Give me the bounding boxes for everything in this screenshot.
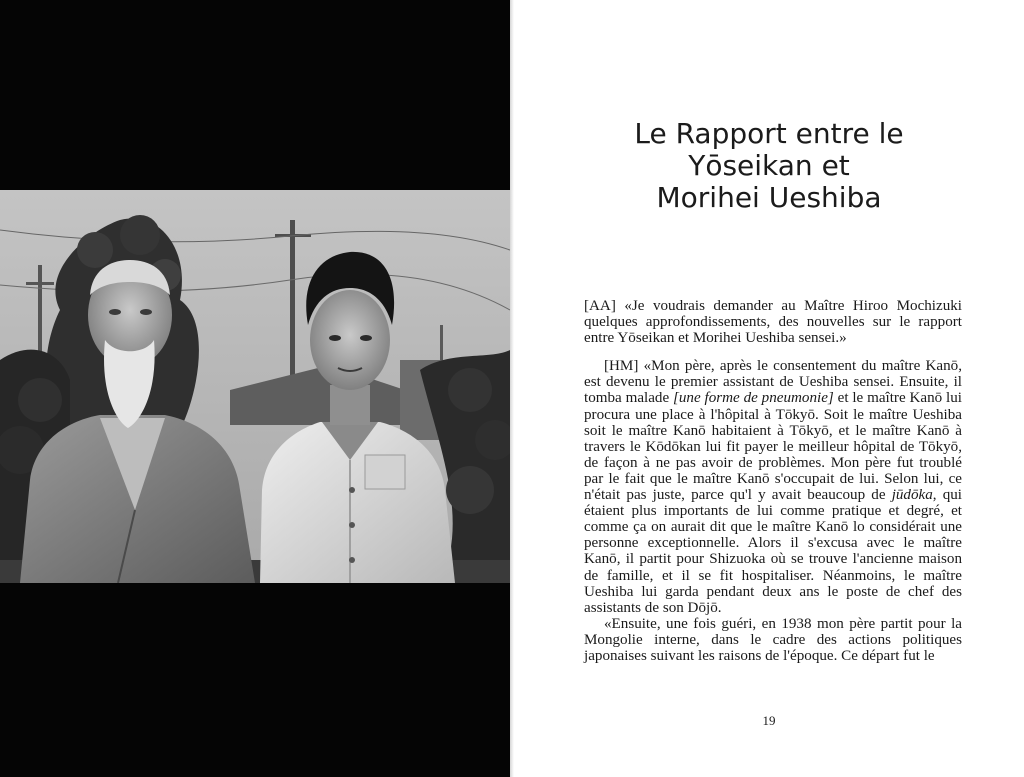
chapter-title — [544, 118, 994, 214]
paragraph-question — [584, 298, 962, 346]
paragraph-text: , qui étaient plus importants de lui comme pratique et degré, et comme ça on aurait dit que le maître Kanō lo considérait une personne exceptionnelle. Alors il s'excusa avec le maître Kanō, il partit pour Shizuoka où se trouve l'ancienne maison de famille, et il se fit hospitaliser. Néanmoins, le maître Ueshiba lui garda pendant deux ans le poste de chef des assistants de son Dōjō. — [584, 487, 962, 616]
paragraph-text: [HM] «Mon père, après le consentement du maître Kanō, est devenu le premier assistant de Ueshiba sensei. Ensuite, il tomba malade — [584, 358, 962, 407]
paragraph-continuation — [584, 616, 962, 664]
paragraph-text: [AA] «Je voudrais demander au Maître Hiroo Mochizuki quelques approfondissements, des nouvelles sur le rapport entre Yōseikan et Morihei Ueshiba sensei.» — [584, 298, 962, 347]
left-page — [0, 0, 510, 777]
paragraph-text: «Ensuite, une fois guéri, en 1938 mon père partit pour la Mongolie interne, dans le cadre des actions politiques japonaises suivant les raisons de l'époque. Ce départ fut le — [584, 615, 962, 664]
chapter-title-line-2: Yōseikan et — [688, 149, 850, 182]
italic-term: jūdōka — [891, 487, 933, 504]
photo-two-men-icon — [0, 190, 510, 583]
page-number: 19 — [762, 713, 776, 728]
paragraph-text: et le maître Kanō lui procura une place à l'hôpital à Tōkyō. Soit le maître Ueshiba soit le maître Kanō habitaient à Tōkyō, et le maître Kanō à travers le Kōdōkan lui fit payer le meilleur hôpital de Tōkyō, de façon à ne pas avoir de problèmes. Mon père fut troublé par le fait que le maître Kanō s'occupait de lui. Selon lui, ce n'était pas juste, parce qu'l y avait beaucoup de — [584, 390, 962, 504]
chapter-title-line-3: Morihei Ueshiba — [656, 181, 882, 214]
body-text — [584, 298, 962, 664]
italic-note: [une forme de pneumonie] — [673, 390, 834, 407]
right-page — [514, 0, 1024, 777]
historical-photo — [0, 190, 510, 583]
chapter-title-line-1: Le Rapport entre le — [634, 117, 904, 150]
paragraph-answer — [584, 358, 962, 616]
